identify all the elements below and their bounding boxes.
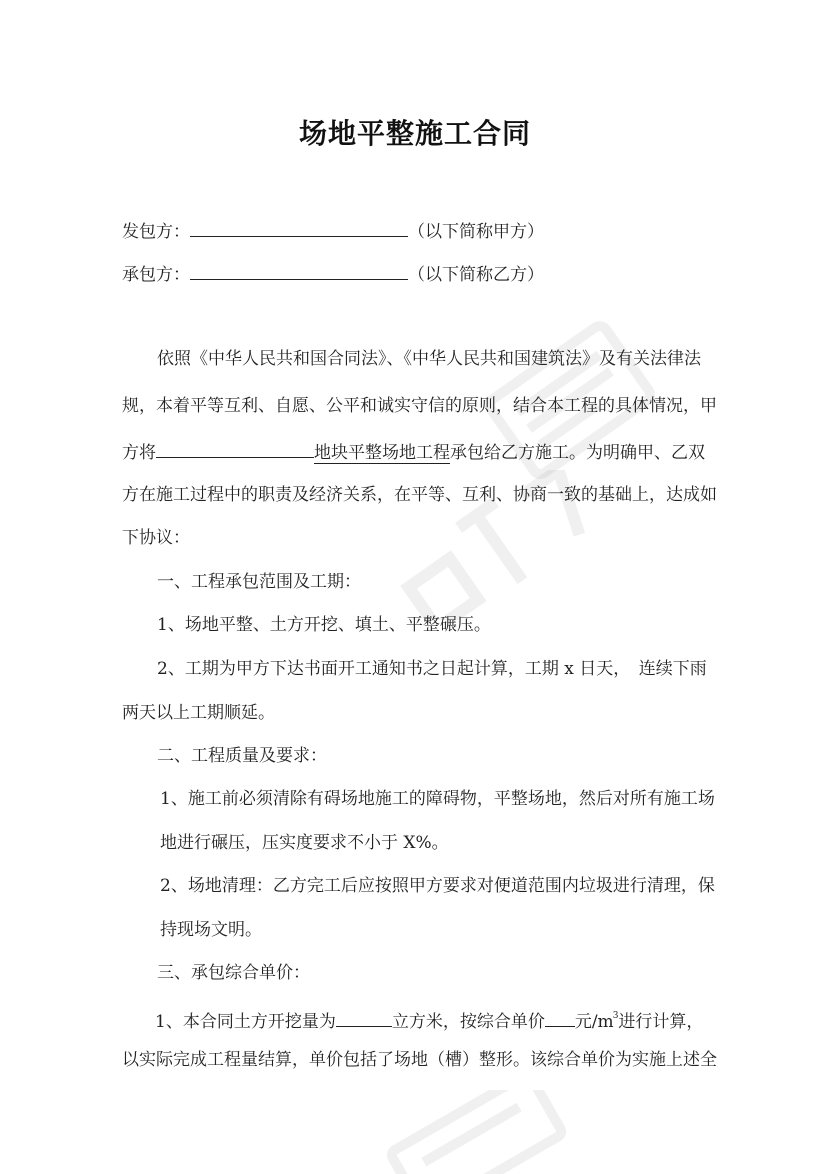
- preamble-line-5: 下协议：: [122, 528, 190, 548]
- party-a-label: 发包方：: [122, 222, 190, 242]
- section-3-heading: 三、承包综合单价：: [157, 963, 310, 983]
- watermark-icon: [360, 1090, 580, 1174]
- party-b-label: 承包方：: [122, 265, 190, 285]
- preamble-line-3-prefix: 方将: [122, 443, 156, 463]
- preamble-line-2: 规，本着平等互利、自愿、公平和诚实守信的原则，结合本工程的具体情况，甲: [122, 396, 717, 416]
- section-1-heading: 一、工程承包范围及工期：: [157, 572, 361, 592]
- section-2-item-1-line-2: 地进行碾压，压实度要求不小于 X%。: [160, 833, 449, 853]
- section-3-item-1-line-2: 以实际完成工程量结算，单价包括了场地（槽）整形。该综合单价为实施上述全: [122, 1050, 717, 1070]
- party-b-blank[interactable]: [190, 261, 408, 280]
- preamble-line-3: [122, 439, 705, 465]
- party-b-suffix: （以下简称乙方）: [408, 265, 544, 285]
- party-b-line: [122, 261, 544, 287]
- section-1-item-2-line-2: 两天以上工期顺延。: [122, 703, 275, 723]
- party-a-blank[interactable]: [190, 218, 408, 237]
- page-title: 场地平整施工合同: [298, 117, 531, 150]
- project-plot-blank[interactable]: [156, 439, 314, 458]
- section-3-item-1-line-1: [155, 1004, 703, 1034]
- section-3-item-1-part-4: 进行计算，: [618, 1012, 704, 1032]
- section-3-item-1-part-2: 立方米，按综合单价: [391, 1012, 545, 1032]
- party-a-suffix: （以下简称甲方）: [408, 222, 544, 242]
- section-3-item-1-part-3: 元/m: [574, 1012, 614, 1032]
- section-2-item-1-line-1: 1、施工前必须清除有碍场地施工的障碍物，平整场地，然后对所有施工场: [160, 789, 715, 809]
- section-2-item-2-line-1: 2、场地清理：乙方完工后应按照甲方要求对便道范围内垃圾进行清理，保: [160, 876, 715, 896]
- section-1-item-2-line-1: 2、工期为甲方下达书面开工通知书之日起计算，工期 x 日天， 连续下雨: [157, 659, 707, 679]
- section-2-heading: 二、工程质量及要求：: [157, 746, 327, 766]
- section-1-item-1: 1、场地平整、土方开挖、填土、平整碾压。: [157, 615, 491, 635]
- preamble-line-4: 方在施工过程中的职责及经济关系，在平等、互利、协商一致的基础上，达成如: [122, 485, 717, 505]
- section-2-item-2-line-2: 持现场文明。: [160, 920, 262, 940]
- party-a-line: [122, 218, 544, 244]
- preamble-line-1: 依照《中华人民共和国合同法》、《中华人民共和国建筑法》及有关法律法: [157, 349, 701, 369]
- preamble-line-3-suffix: 承包给乙方施工。为明确甲、乙双: [450, 443, 705, 463]
- unit-price-blank[interactable]: [545, 1008, 575, 1027]
- cubic-superscript: 3: [612, 1011, 619, 1021]
- section-3-item-1-part-1: 1、本合同土方开挖量为: [155, 1012, 336, 1032]
- excavation-volume-blank[interactable]: [336, 1008, 392, 1027]
- preamble-line-3-underlined: 地块平整场地工程: [314, 443, 450, 463]
